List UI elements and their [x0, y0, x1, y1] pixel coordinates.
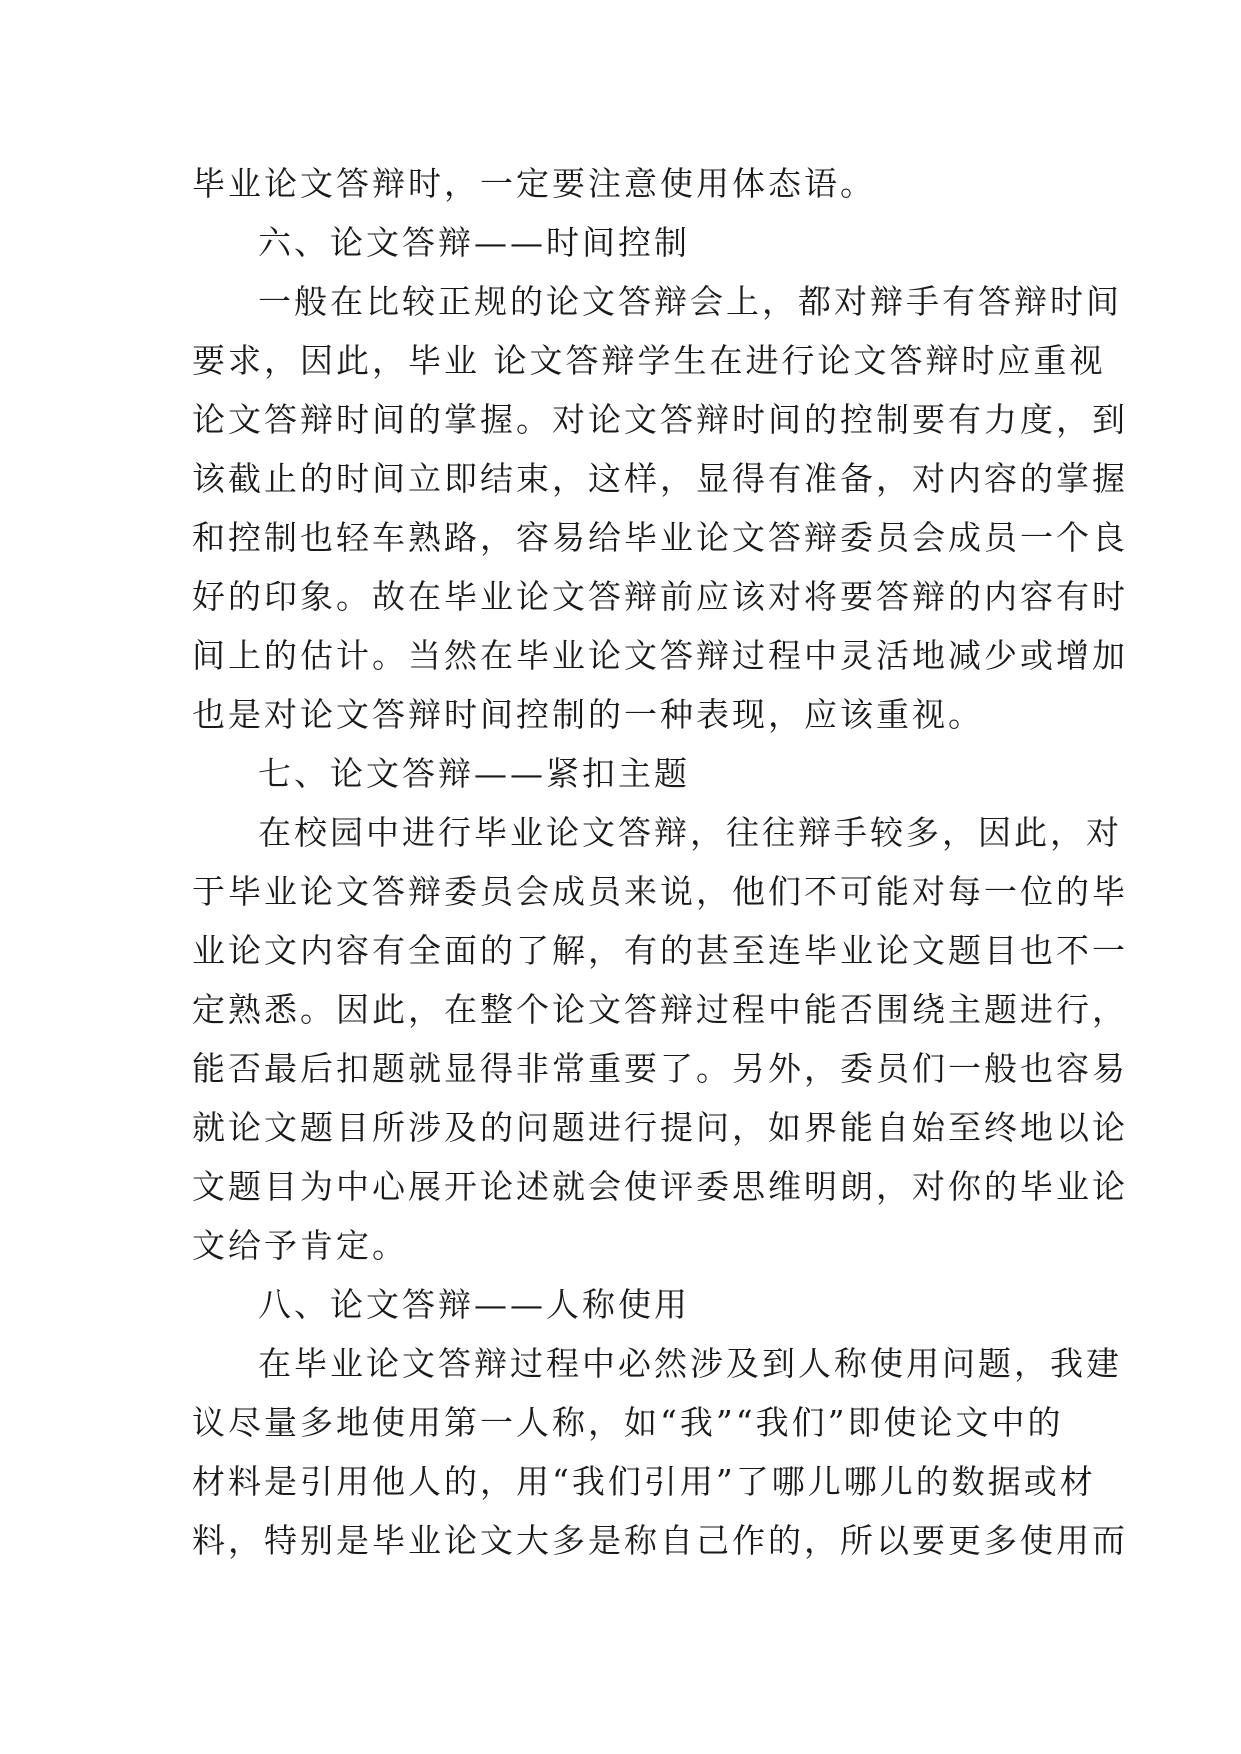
- section-heading-person-usage: 八、论文答辩——人称使用: [258, 1285, 690, 1324]
- text-line: 材料是引用他人的，用“我们引用”了哪儿哪儿的数据或材: [192, 1462, 1096, 1501]
- text-line: 文题目为中心展开论述就会使评委思维明朗，对你的毕业论: [192, 1167, 1128, 1206]
- section-heading-stay-on-topic: 七、论文答辩——紧扣主题: [258, 754, 690, 793]
- text-line: 在毕业论文答辩过程中必然涉及到人称使用问题，我建: [258, 1344, 1122, 1383]
- text-line: 能否最后扣题就显得非常重要了。另外，委员们一般也容易: [192, 1049, 1128, 1088]
- text-line: 文给予肯定。: [192, 1226, 408, 1265]
- text-line: 该截止的时间立即结束，这样，显得有准备，对内容的掌握: [192, 459, 1128, 498]
- text-line: 也是对论文答辩时间控制的一种表现，应该重视。: [192, 695, 984, 734]
- text-line: 于毕业论文答辩委员会成员来说，他们不可能对每一位的毕: [192, 872, 1128, 911]
- text-line: 间上的估计。当然在毕业论文答辩过程中灵活地减少或增加: [192, 636, 1128, 675]
- text-line: 毕业论文答辩时，一定要注意使用体态语。: [192, 164, 876, 203]
- section-heading-time-control: 六、论文答辩——时间控制: [258, 223, 690, 262]
- text-line: 就论文题目所涉及的问题进行提问，如界能自始至终地以论: [192, 1108, 1128, 1147]
- text-line: 一般在比较正规的论文答辩会上，都对辩手有答辩时间: [258, 282, 1122, 321]
- document-body: [192, 154, 1128, 1570]
- text-line: 定熟悉。因此，在整个论文答辩过程中能否围绕主题进行，: [192, 990, 1128, 1029]
- text-line: 论文答辩时间的掌握。对论文答辩时间的控制要有力度，到: [192, 400, 1128, 439]
- text-line: 议尽量多地使用第一人称，如“我”“我们”即使论文中的: [192, 1403, 1064, 1442]
- text-line: 在校园中进行毕业论文答辩，往往辩手较多，因此，对: [258, 813, 1122, 852]
- text-line: 好的印象。故在毕业论文答辩前应该对将要答辩的内容有时: [192, 577, 1128, 616]
- text-line: 料，特别是毕业论文大多是称自己作的，所以要更多使用而: [192, 1521, 1128, 1560]
- text-line: 和控制也轻车熟路，容易给毕业论文答辩委员会成员一个良: [192, 518, 1128, 557]
- text-line: 要求，因此，毕业 论文答辩学生在进行论文答辩时应重视: [192, 341, 1106, 380]
- text-line: 业论文内容有全面的了解，有的甚至连毕业论文题目也不一: [192, 931, 1128, 970]
